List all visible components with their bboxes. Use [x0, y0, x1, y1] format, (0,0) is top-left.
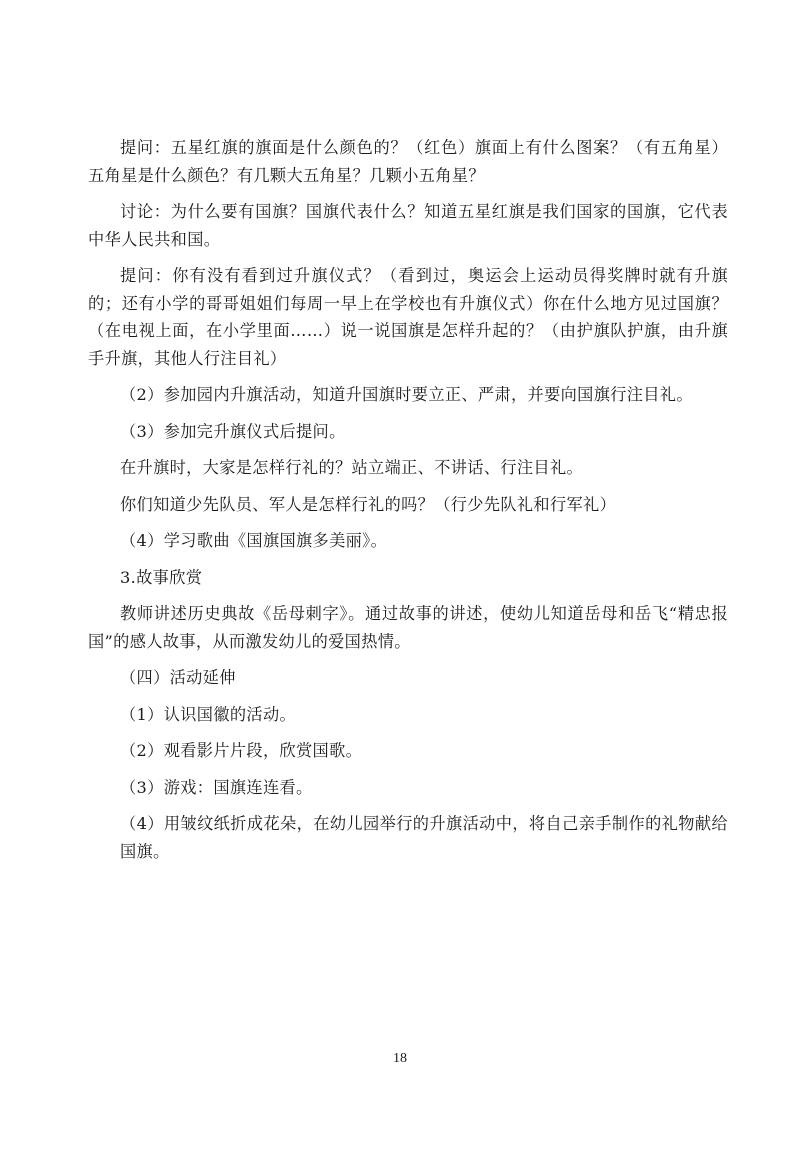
- page-content: [88, 134, 728, 874]
- section-story-heading: 3.故事欣赏: [120, 567, 203, 587]
- step-3-after-ceremony: （3）参加完升旗仪式后提问。: [120, 421, 346, 441]
- step-2-flag-raising: （2）参加园内升旗活动，知道升国旗时要立正、严肃，并要向国旗行注目礼。: [120, 385, 693, 404]
- extension-item-3: （3）游戏：国旗连连看。: [120, 777, 313, 797]
- pioneer-salute-question: 你们知道少先队员、军人是怎样行礼的吗？（行少先队礼和行军礼）: [120, 494, 617, 514]
- extension-item-2: （2）观看影片片段，欣赏国歌。: [120, 741, 363, 760]
- step-4-song: （4）学习歌曲《国旗国旗多美丽》。: [120, 531, 388, 550]
- extension-item-4: （4）用皱纹纸折成花朵，在幼儿园举行的升旗活动中，将自己亲手制作的礼物献给国旗。: [120, 814, 728, 861]
- discussion-flag-meaning: 讨论：为什么要有国旗？国旗代表什么？知道五星红旗是我们国家的国旗，它代表中华人民共和国。: [88, 202, 728, 249]
- page-number: 18: [393, 1051, 407, 1066]
- salute-question: 在升旗时，大家是怎样行礼的？站立端正、不讲话、行注目礼。: [120, 458, 584, 477]
- question-flag-ceremony: 提问：你有没有看到过升旗仪式？（看到过，奥运会上运动员得奖牌时就有升旗的；还有小学的哥哥姐姐们每周一早上在学校也有升旗仪式）你在什么地方见过国旗？（在电视上面，在小学里面……）说一说国旗是怎样升起的？（由护旗队护旗，由升旗手升旗，其他人行注目礼）: [88, 266, 728, 368]
- section-extension-heading: （四）活动延伸: [120, 668, 236, 687]
- question-flag-colors: 提问：五星红旗的旗面是什么颜色的？（红色）旗面上有什么图案？（有五角星）五角星是什么颜色？有几颗大五角星？几颗小五角星？: [88, 138, 728, 185]
- extension-item-1: （1）认识国徽的活动。: [120, 704, 297, 724]
- story-paragraph: 教师讲述历史典故《岳母刺字》。通过故事的讲述，使幼儿知道岳母和岳飞“精忠报国”的感人故事，从而激发幼儿的爱国热情。: [88, 604, 728, 651]
